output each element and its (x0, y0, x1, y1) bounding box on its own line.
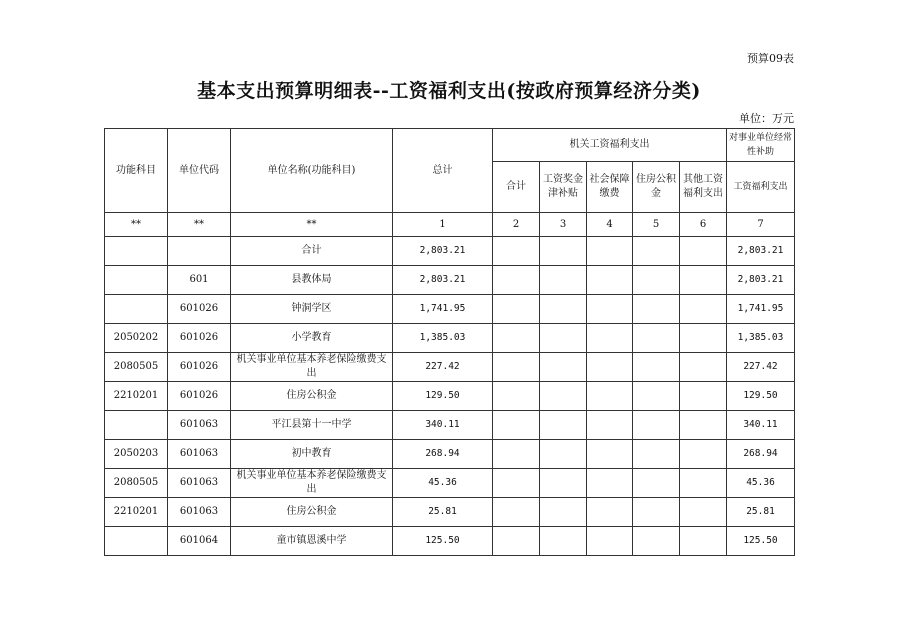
func-code-cell: 2210201 (105, 498, 168, 527)
wage-welfare-cell: 25.81 (727, 498, 795, 527)
total-cell: 340.11 (393, 411, 493, 440)
func-code-cell: 2050202 (105, 324, 168, 353)
wage-bonus-cell (540, 469, 587, 498)
unit-name-cell: 住房公积金 (231, 498, 393, 527)
func-code-cell: 2080505 (105, 353, 168, 382)
table-row (105, 469, 795, 498)
table-body (105, 213, 795, 556)
subtotal-cell (493, 237, 540, 266)
total-cell: 227.42 (393, 353, 493, 382)
total-cell: 129.50 (393, 382, 493, 411)
total-cell: 25.81 (393, 498, 493, 527)
subtotal-cell (493, 295, 540, 324)
wage-bonus-cell (540, 411, 587, 440)
page-title: 基本支出预算明细表--工资福利支出(按政府预算经济分类) (197, 80, 701, 102)
other-wage-cell (680, 498, 727, 527)
wage-welfare-cell: 268.94 (727, 440, 795, 469)
subtotal-cell (493, 266, 540, 295)
header-unit-code: 单位代码 (168, 129, 231, 213)
table-row (105, 382, 795, 411)
unit-code-cell: 601063 (168, 440, 231, 469)
unit-code-cell: 601063 (168, 498, 231, 527)
header-housing-fund: 住房公积金 (633, 162, 680, 213)
social-security-cell (587, 237, 633, 266)
index-cell: 6 (680, 213, 727, 237)
other-wage-cell (680, 237, 727, 266)
header-total: 总计 (393, 129, 493, 213)
unit-name-cell: 机关事业单位基本养老保险缴费支出 (231, 469, 393, 498)
wage-welfare-cell: 125.50 (727, 527, 795, 556)
table-row (105, 353, 795, 382)
table-row (105, 266, 795, 295)
unit-code-cell (168, 237, 231, 266)
table-row (105, 411, 795, 440)
wage-bonus-cell (540, 295, 587, 324)
subtotal-cell (493, 527, 540, 556)
header-subtotal: 合计 (493, 162, 540, 213)
total-cell: 2,803.21 (393, 266, 493, 295)
subtotal-cell (493, 353, 540, 382)
table-row (105, 527, 795, 556)
unit-name-cell: 钟洞学区 (231, 295, 393, 324)
housing-fund-cell (633, 353, 680, 382)
housing-fund-cell (633, 266, 680, 295)
unit-code-cell: 601026 (168, 295, 231, 324)
wage-bonus-cell (540, 440, 587, 469)
housing-fund-cell (633, 411, 680, 440)
unit-name-cell: 初中教育 (231, 440, 393, 469)
index-cell: 3 (540, 213, 587, 237)
func-code-cell (105, 237, 168, 266)
unit-code-cell: 601026 (168, 353, 231, 382)
table-row (105, 237, 795, 266)
other-wage-cell (680, 353, 727, 382)
unit-code-cell: 601063 (168, 411, 231, 440)
wage-welfare-cell: 2,803.21 (727, 237, 795, 266)
other-wage-cell (680, 469, 727, 498)
func-code-cell (105, 527, 168, 556)
wage-bonus-cell (540, 324, 587, 353)
total-cell: 45.36 (393, 469, 493, 498)
subtotal-cell (493, 440, 540, 469)
subtotal-cell (493, 382, 540, 411)
table-row (105, 324, 795, 353)
header-other-wage: 其他工资福利支出 (680, 162, 727, 213)
housing-fund-cell (633, 324, 680, 353)
header-subsidy-group: 对事业单位经常性补助 (727, 129, 795, 162)
other-wage-cell (680, 295, 727, 324)
subtotal-cell (493, 411, 540, 440)
housing-fund-cell (633, 237, 680, 266)
wage-bonus-cell (540, 237, 587, 266)
header-unit-name: 单位名称(功能科目) (231, 129, 393, 213)
housing-fund-cell (633, 469, 680, 498)
other-wage-cell (680, 324, 727, 353)
total-cell: 2,803.21 (393, 237, 493, 266)
housing-fund-cell (633, 527, 680, 556)
other-wage-cell (680, 266, 727, 295)
budget-table (104, 128, 795, 556)
index-cell: 5 (633, 213, 680, 237)
other-wage-cell (680, 382, 727, 411)
social-security-cell (587, 295, 633, 324)
index-cell: 2 (493, 213, 540, 237)
social-security-cell (587, 440, 633, 469)
total-cell: 1,741.95 (393, 295, 493, 324)
wage-bonus-cell (540, 382, 587, 411)
social-security-cell (587, 469, 633, 498)
wage-welfare-cell: 340.11 (727, 411, 795, 440)
unit-code-cell: 601064 (168, 527, 231, 556)
total-cell: 1,385.03 (393, 324, 493, 353)
wage-bonus-cell (540, 353, 587, 382)
wage-welfare-cell: 1,385.03 (727, 324, 795, 353)
header-wage-welfare: 工资福利支出 (727, 162, 795, 213)
header-org-group: 机关工资福利支出 (493, 129, 727, 162)
social-security-cell (587, 353, 633, 382)
wage-welfare-cell: 45.36 (727, 469, 795, 498)
wage-bonus-cell (540, 266, 587, 295)
wage-bonus-cell (540, 527, 587, 556)
form-number: 预算09表 (747, 52, 794, 65)
unit-code-cell: 601063 (168, 469, 231, 498)
unit-name-cell: 平江县第十一中学 (231, 411, 393, 440)
unit-code-cell: 601026 (168, 324, 231, 353)
social-security-cell (587, 498, 633, 527)
index-cell: ** (168, 213, 231, 237)
func-code-cell (105, 266, 168, 295)
total-cell: 125.50 (393, 527, 493, 556)
subtotal-cell (493, 469, 540, 498)
index-cell: 4 (587, 213, 633, 237)
func-code-cell: 2210201 (105, 382, 168, 411)
housing-fund-cell (633, 382, 680, 411)
index-cell: ** (231, 213, 393, 237)
table-row (105, 498, 795, 527)
table-row (105, 295, 795, 324)
unit-name-cell: 住房公积金 (231, 382, 393, 411)
social-security-cell (587, 411, 633, 440)
housing-fund-cell (633, 440, 680, 469)
other-wage-cell (680, 440, 727, 469)
social-security-cell (587, 324, 633, 353)
social-security-cell (587, 527, 633, 556)
wage-welfare-cell: 2,803.21 (727, 266, 795, 295)
total-cell: 268.94 (393, 440, 493, 469)
wage-bonus-cell (540, 498, 587, 527)
wage-welfare-cell: 129.50 (727, 382, 795, 411)
other-wage-cell (680, 527, 727, 556)
unit-name-cell: 机关事业单位基本养老保险缴费支出 (231, 353, 393, 382)
subtotal-cell (493, 498, 540, 527)
index-cell: ** (105, 213, 168, 237)
index-cell: 1 (393, 213, 493, 237)
index-cell: 7 (727, 213, 795, 237)
header-wage-bonus: 工资奖金津补贴 (540, 162, 587, 213)
func-code-cell: 2050203 (105, 440, 168, 469)
unit-name-cell: 童市镇恩溪中学 (231, 527, 393, 556)
unit-code-cell: 601026 (168, 382, 231, 411)
header-func-code: 功能科目 (105, 129, 168, 213)
wage-welfare-cell: 227.42 (727, 353, 795, 382)
social-security-cell (587, 266, 633, 295)
index-row (105, 213, 795, 237)
subtotal-cell (493, 324, 540, 353)
housing-fund-cell (633, 498, 680, 527)
wage-welfare-cell: 1,741.95 (727, 295, 795, 324)
unit-label: 单位：万元 (739, 112, 794, 125)
unit-code-cell: 601 (168, 266, 231, 295)
table-row (105, 440, 795, 469)
header-social-security: 社会保障缴费 (587, 162, 633, 213)
other-wage-cell (680, 411, 727, 440)
func-code-cell: 2080505 (105, 469, 168, 498)
unit-name-cell: 县教体局 (231, 266, 393, 295)
func-code-cell (105, 295, 168, 324)
unit-name-cell: 合计 (231, 237, 393, 266)
housing-fund-cell (633, 295, 680, 324)
func-code-cell (105, 411, 168, 440)
social-security-cell (587, 382, 633, 411)
unit-name-cell: 小学教育 (231, 324, 393, 353)
